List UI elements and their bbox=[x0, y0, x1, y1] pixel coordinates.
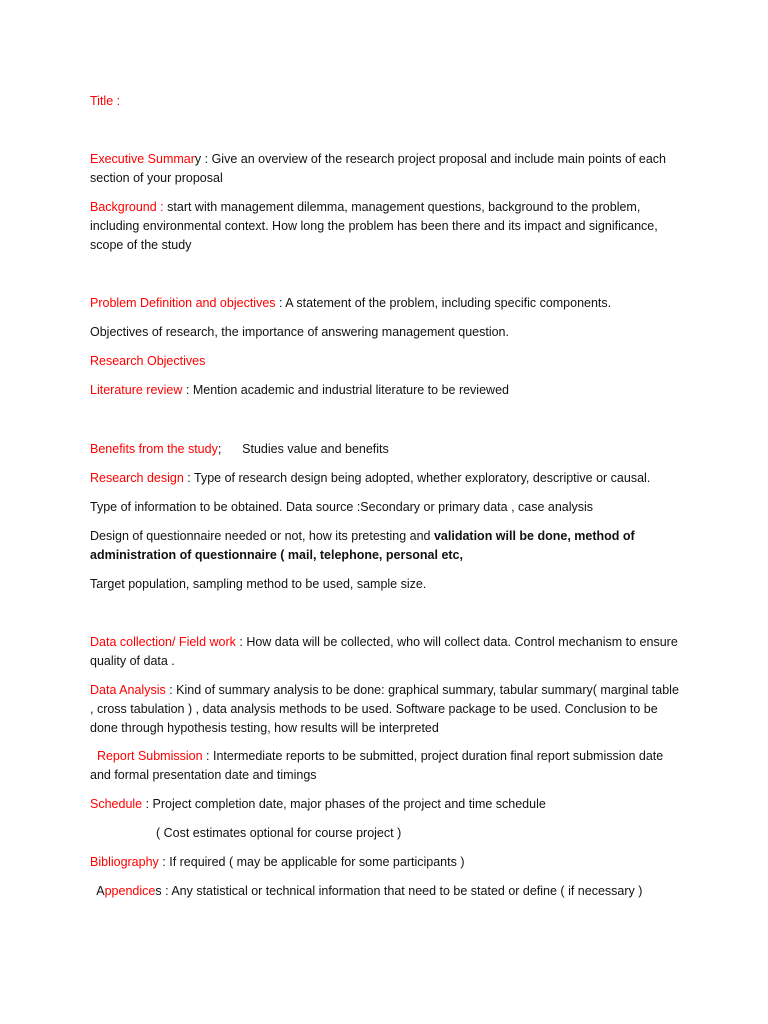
questionnaire-text: Design of questionnaire needed or not, how its pretesting and bbox=[90, 529, 434, 543]
appendices-paragraph bbox=[90, 882, 690, 901]
bibliography-paragraph bbox=[90, 853, 685, 872]
questionnaire-paragraph bbox=[90, 527, 685, 565]
problem-definition-paragraph bbox=[90, 294, 685, 313]
background-label: Background : bbox=[90, 200, 164, 214]
information-type-text: Type of information to be obtained. Data source :Secondary or primary data , case analysis bbox=[90, 500, 594, 514]
title-line bbox=[90, 92, 685, 111]
research-design-text: : Type of research design being adopted, whether exploratory, descriptive or causal. bbox=[183, 471, 651, 485]
cost-estimates-paragraph bbox=[90, 824, 685, 843]
executive-summary-label: Executive Summar bbox=[90, 152, 195, 166]
data-analysis-label: Data Analysis bbox=[90, 683, 166, 697]
data-collection-label: Data collection/ Field work bbox=[90, 635, 236, 649]
data-collection-paragraph bbox=[90, 633, 685, 671]
problem-definition-label: Problem Definition and objectives bbox=[90, 296, 276, 310]
report-submission-text: : Intermediate reports to be submitted, project duration final report submission date and formal presentation date and timings bbox=[90, 749, 664, 782]
literature-review-label: Literature review bbox=[90, 383, 183, 397]
data-collection-text: : How data will be collected, who will collect data. Control mechanism to ensure quality of data . bbox=[90, 635, 678, 668]
literature-review-paragraph bbox=[90, 381, 685, 400]
data-analysis-text: : Kind of summary analysis to be done: graphical summary, tabular summary( marginal table , cross tabulation ) , data analysis methods to be used. Software package to be used. Conclusion to be done through hypothesis testing, how results will be interpreted bbox=[90, 683, 679, 735]
questionnaire-bold-text: validation will be done, method of administration of questionnaire ( mail, telephone, personal etc, bbox=[90, 529, 635, 562]
benefits-paragraph bbox=[90, 440, 685, 459]
research-design-label: Research design bbox=[90, 471, 184, 485]
appendices-label: ppendice bbox=[104, 884, 156, 898]
title-label: Title : bbox=[90, 94, 121, 108]
objectives-paragraph bbox=[90, 323, 685, 342]
objectives-text: Objectives of research, the importance of answering management question. bbox=[90, 325, 509, 339]
executive-summary-text: Give an overview of the research project proposal and include main points of each section of your proposal bbox=[90, 152, 667, 185]
report-submission-label: Report Submission bbox=[96, 749, 203, 763]
report-submission-lead bbox=[90, 749, 97, 763]
problem-definition-text: : A statement of the problem, including specific components. bbox=[275, 296, 612, 310]
appendices-text: s : Any statistical or technical information that need to be stated or define ( if necessary ) bbox=[155, 884, 643, 898]
benefits-text: ; Studies value and benefits bbox=[217, 442, 389, 456]
research-objectives-line bbox=[90, 352, 685, 371]
bibliography-label: Bibliography bbox=[90, 855, 159, 869]
background-text: start with management dilemma, management questions, background to the problem, including environmental context. How long the problem has been there and its impact and significance, scope of the study bbox=[90, 200, 658, 252]
literature-review-text: : Mention academic and industrial literature to be reviewed bbox=[182, 383, 509, 397]
background-paragraph bbox=[90, 198, 685, 255]
data-analysis-paragraph bbox=[90, 681, 685, 738]
research-design-paragraph bbox=[90, 469, 685, 488]
schedule-label: Schedule bbox=[90, 797, 143, 811]
target-population-paragraph bbox=[90, 575, 685, 594]
benefits-label: Benefits from the study bbox=[90, 442, 218, 456]
report-submission-paragraph bbox=[90, 747, 685, 785]
schedule-text: : Project completion date, major phases of the project and time schedule bbox=[142, 797, 546, 811]
appendices-lead: A bbox=[90, 884, 105, 898]
schedule-paragraph bbox=[90, 795, 685, 814]
information-type-paragraph bbox=[90, 498, 685, 517]
executive-summary-label-tail: y : bbox=[194, 152, 209, 166]
bibliography-text: : If required ( may be applicable for some participants ) bbox=[158, 855, 465, 869]
cost-estimates-text: ( Cost estimates optional for course project ) bbox=[156, 826, 402, 840]
research-objectives-label: Research Objectives bbox=[90, 354, 206, 368]
executive-summary-paragraph bbox=[90, 150, 685, 188]
target-population-text: Target population, sampling method to be used, sample size. bbox=[90, 577, 427, 591]
